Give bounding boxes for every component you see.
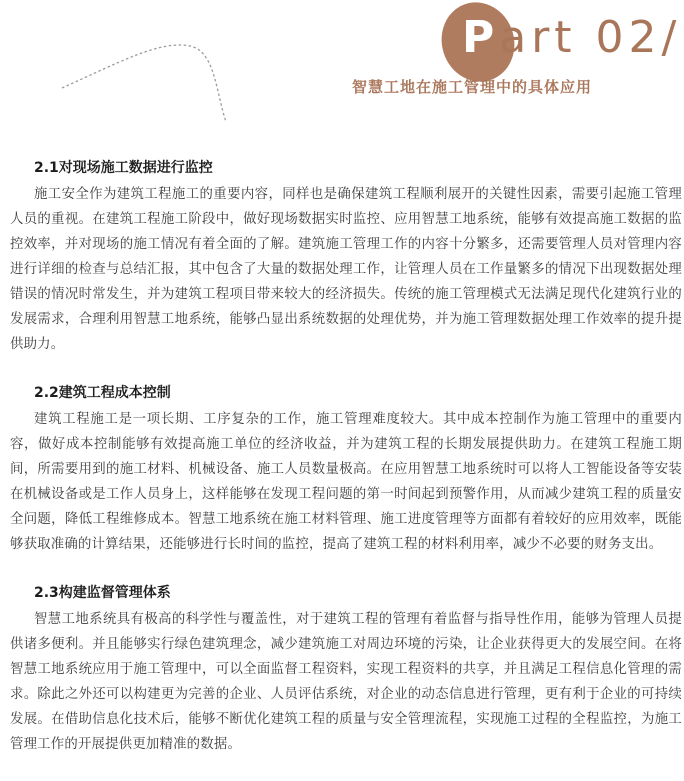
- section-cost-control: [10, 381, 682, 557]
- section-title: 2.3构建监督管理体系: [34, 585, 171, 601]
- part-number-title: [462, 8, 681, 68]
- section-title: 2.2建筑工程成本控制: [34, 385, 171, 401]
- article-content: [10, 156, 682, 781]
- section-supervision-system: [10, 581, 682, 757]
- part-first-letter: P: [462, 12, 500, 63]
- dashed-curve-decoration: [62, 45, 226, 122]
- section-title: 2.1对现场施工数据进行监控: [34, 160, 213, 176]
- section-paragraph: 施工安全作为建筑工程施工的重要内容，同样也是确保建筑工程顺利展开的关键性因素，需要引起施工管理人员的重视。在建筑工程施工阶段中，做好现场数据实时监控、应用智慧工地系统，能够有效提高施工数据的监控效率，并对现场的施工情况有着全面的了解。建筑施工管理工作的内容十分繁多，还需要管理人员对管理内容进行详细的检查与总结汇报，其中包含了大量的数据处理工作，让管理人员在工作量繁多的情况下出现数据处理错误的情况时常发生，并为建筑工程项目带来较大的经济损失。传统的施工管理模式无法满足现代化建筑行业的发展需求，合理利用智慧工地系统，能够凸显出系统数据的处理优势，并为施工管理数据处理工作效率的提升提供助力。: [10, 187, 682, 352]
- chapter-subtitle: 智慧工地在施工管理中的具体应用: [352, 78, 593, 96]
- section-site-data-monitoring: [10, 156, 682, 357]
- section-paragraph: 智慧工地系统具有极高的科学性与覆盖性，对于建筑工程的管理有着监督与指导性作用，能够为管理人员提供诸多便利。并且能够实行绿色建筑理念，减少建筑施工对周边环境的污染，让企业获得更大的发展空间。在将智慧工地系统应用于施工管理中，可以全面监督工程资料，实现工程资料的共享，并且满足工程信息化管理的需求。除此之外还可以构建更为完善的企业、人员评估系统，对企业的动态信息进行管理，更有利于企业的可持续发展。在借助信息化技术后，能够不断优化建筑工程的质量与安全管理流程，实现施工过程的全程监控，为施工管理工作的开展提供更加精准的数据。: [10, 612, 682, 752]
- header-banner: [0, 0, 684, 140]
- part-number-text: art 02/: [499, 12, 682, 63]
- section-paragraph: 建筑工程施工是一项长期、工序复杂的工作，施工管理难度较大。其中成本控制作为施工管理中的重要内容，做好成本控制能够有效提高施工单位的经济收益，并为建筑工程的长期发展提供助力。在建筑工程施工期间，所需要用到的施工材料、机械设备、施工人员数量极高。在应用智慧工地系统时可以将人工智能设备等安装在机械设备或是工作人员身上，这样能够在发现工程问题的第一时间起到预警作用，从而减少建筑工程的质量安全问题，降低工程维修成本。智慧工地系统在施工材料管理、施工进度管理等方面都有着较好的应用效率，既能够获取准确的计算结果，还能够进行长时间的监控，提高了建筑工程的材料利用率，减少不必要的财务支出。: [10, 412, 682, 552]
